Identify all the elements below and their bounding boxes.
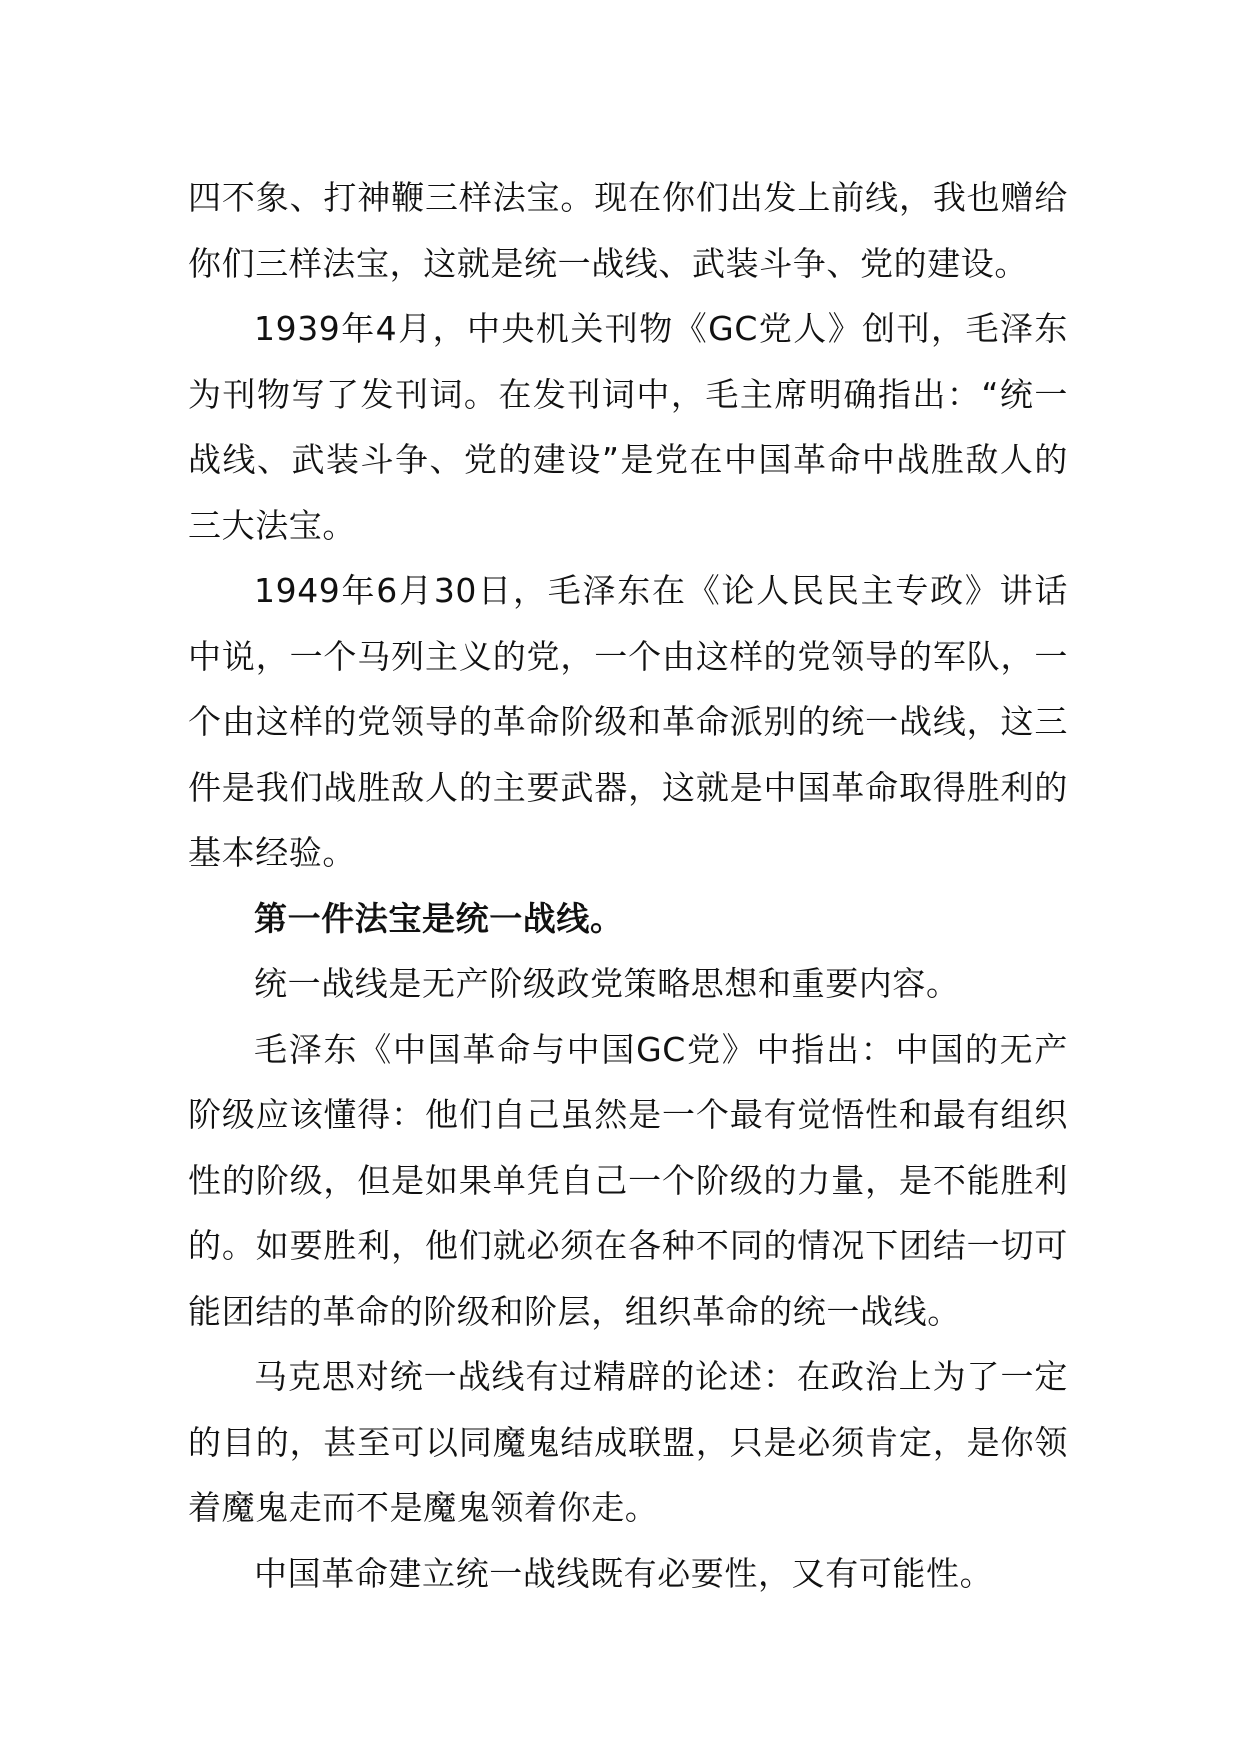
paragraph-5: 统一战线是无产阶级政党策略思想和重要内容。 — [254, 964, 960, 1003]
paragraph-2: 1939年4月，中央机关刊物《GC党人》创刊，毛泽东为刊物写了发刊词。在发刊词中，毛主席明确指出：“统一战线、武装斗争、党的建设”是党在中国革命中战胜敌人的三大法宝。 — [188, 309, 1068, 545]
section-heading: 第一件法宝是统一战线。 — [254, 898, 624, 938]
paragraph-7: 马克思对统一战线有过精辟的论述：在政治上为了一定的目的，甚至可以同魔鬼结成联盟，只是必须肯定，是你领着魔鬼走而不是魔鬼领着你走。 — [188, 1357, 1068, 1527]
paragraph-1: 四不象、打神鞭三样法宝。现在你们出发上前线，我也赠给你们三样法宝，这就是统一战线、武装斗争、党的建设。 — [188, 178, 1068, 283]
paragraph-6: 毛泽东《中国革命与中国GC党》中指出：中国的无产阶级应该懂得：他们自己虽然是一个最有觉悟性和最有组织性的阶级，但是如果单凭自己一个阶级的力量，是不能胜利的。如要胜利，他们就必须在各种不同的情况下团结一切可能团结的革命的阶级和阶层，组织革命的统一战线。 — [188, 1029, 1068, 1331]
paragraph-3: 1949年6月30日，毛泽东在《论人民民主专政》讲话中说，一个马列主义的党，一个由这样的党领导的军队，一个由这样的党领导的革命阶级和革命派别的统一战线，这三件是我们战胜敌人的主要武器，这就是中国革命取得胜利的基本经验。 — [188, 571, 1068, 872]
paragraph-8: 中国革命建立统一战线既有必要性，又有可能性。 — [254, 1553, 994, 1593]
document-page — [188, 165, 1068, 1606]
